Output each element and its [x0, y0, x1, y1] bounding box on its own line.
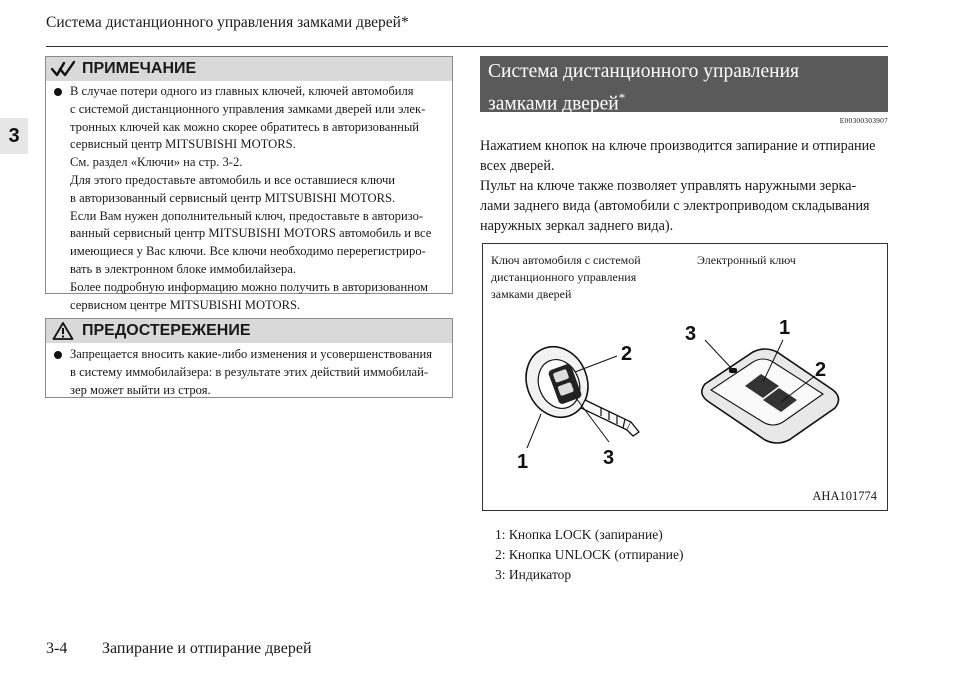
note-line: вать в электронном блоке иммобилайзера. [70, 261, 296, 276]
caption-line: Ключ автомобиля с системой [491, 253, 641, 267]
note-box [45, 56, 453, 312]
header-rule [46, 46, 888, 47]
paragraph-line: наружных зеркал заднего вида). [480, 218, 674, 234]
section-code: E00300303907 [839, 116, 888, 125]
left-callout-label: 3 [603, 447, 615, 469]
warning-box [45, 318, 453, 398]
note-line: Более подробную информацию можно получить в авторизованном [70, 279, 429, 294]
section-title-asterisk: * [618, 90, 626, 105]
note-line: Для этого предоставьте автомобиль и все оставшиеся ключи [70, 172, 396, 187]
warning-triangle-icon [52, 321, 74, 341]
section-title-line1: Система дистанционного управления [488, 61, 800, 82]
warning-body [54, 346, 446, 399]
warning-bullet-line [54, 346, 446, 364]
footer-section-title: Запирание и отпирание дверей [102, 640, 312, 657]
section-title-line2 [488, 85, 880, 118]
note-line: См. раздел «Ключи» на стр. 3-2. [70, 155, 243, 170]
section-title-bar [480, 56, 888, 115]
note-heading-bar [46, 57, 452, 81]
left-callout-label: 2 [621, 343, 633, 365]
warning-line: в систему иммобилайзера: в результате этих действий иммобилай- [70, 364, 429, 379]
section-title-text: замками дверей [488, 93, 619, 115]
warning-heading: ПРЕДОСТЕРЕЖЕНИЕ [82, 322, 251, 339]
warning-line: зер может выйти из строя. [70, 382, 211, 397]
note-line: в авторизованный сервисный центр MITSUBISHI MOTORS. [70, 190, 396, 205]
caption-line: замками дверей [491, 287, 572, 301]
note-body [54, 83, 446, 314]
paragraph-line: Пульт на ключе также позволяет управлять наружными зерка- [480, 178, 857, 194]
note-line: с системой дистанционного управления замками дверей или элек- [70, 101, 426, 116]
figure-id: AHA101774 [812, 489, 877, 503]
key-figure [482, 243, 888, 511]
note-line: ванный сервисный центр MITSUBISHI MOTORS автомобиль и все [70, 226, 432, 241]
note-bullet-line [54, 83, 446, 101]
left-callout-label: 1 [517, 451, 529, 473]
right-callout-label: 2 [815, 359, 827, 381]
note-line: В случае потери одного из главных ключей, ключей автомобиля [70, 84, 414, 98]
paragraph-line: лами заднего вида (автомобили с электроприводом складывания [480, 198, 870, 214]
paragraph-line: всех дверей. [480, 158, 555, 174]
intro-paragraph [480, 136, 888, 236]
figure-caption-right: Электронный ключ [697, 253, 796, 267]
chapter-tab: 3 [0, 118, 28, 154]
right-callout-label: 1 [779, 317, 791, 339]
legend-item: 2: Кнопка UNLOCK (отпирание) [495, 547, 684, 562]
page-header-title: Система дистанционного управления замками дверей* [46, 14, 409, 31]
note-line: Если Вам нужен дополнительный ключ, предоставьте в авторизо- [70, 208, 424, 223]
bullet-dot-icon [54, 351, 62, 359]
note-line: сервисный центр MITSUBISHI MOTORS. [70, 137, 296, 152]
bullet-dot-icon [54, 88, 62, 96]
legend-item: 1: Кнопка LOCK (запирание) [495, 527, 663, 542]
note-line: сервисном центре MITSUBISHI MOTORS. [70, 297, 301, 312]
check-note-icon [50, 59, 78, 79]
right-callout-label: 3 [685, 323, 697, 345]
legend-item: 3: Индикатор [495, 567, 572, 582]
note-line: тронных ключей как можно скорее обратитесь в авторизованный [70, 119, 420, 134]
warning-line: Запрещается вносить какие-либо изменения и усовершенствования [70, 347, 433, 361]
caption-line: дистанционного управления [491, 270, 637, 284]
key-illustration [483, 244, 887, 510]
footer-page-number: 3-4 [46, 640, 68, 657]
paragraph-line: Нажатием кнопок на ключе производится запирание и отпирание [480, 138, 876, 154]
warning-heading-bar [46, 319, 452, 343]
note-line: имеющиеся у Вас ключи. Все ключи необходимо перерегистриро- [70, 244, 426, 259]
note-heading: ПРИМЕЧАНИЕ [82, 60, 197, 77]
